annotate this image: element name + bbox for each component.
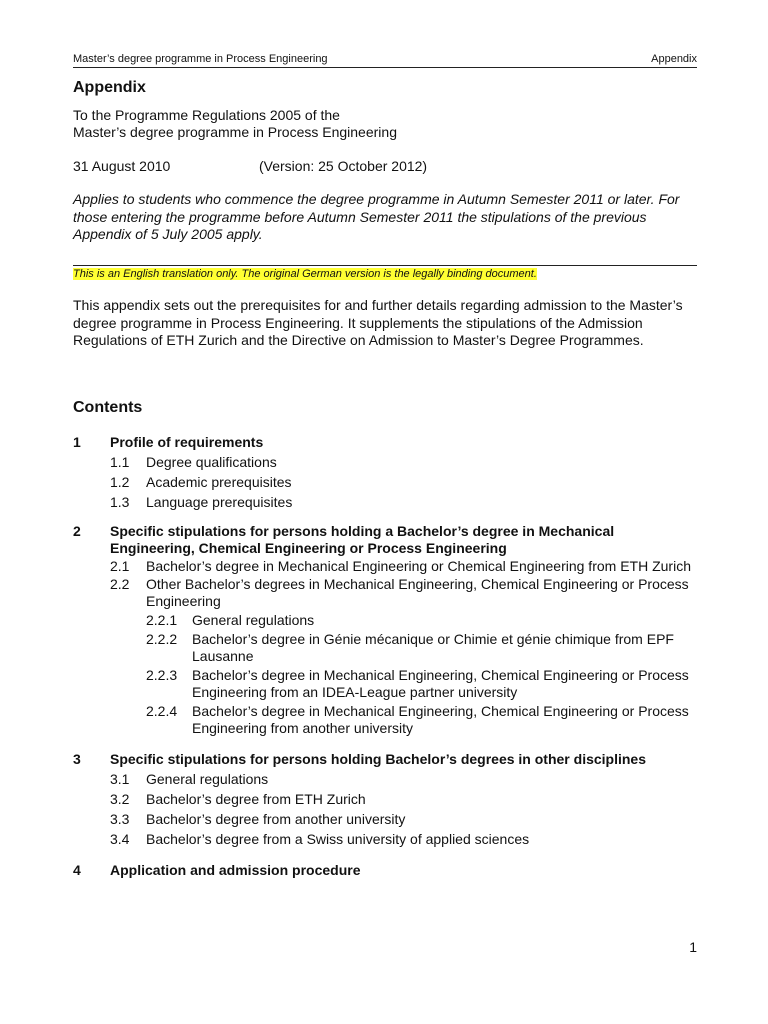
page-title: Appendix (73, 79, 146, 96)
toc-subsubsection-number: 2.2.3 (146, 667, 178, 683)
toc-section-number: 3 (73, 751, 81, 767)
toc-subsection (110, 474, 697, 491)
header-title: Master’s degree programme in Process Engineering (73, 53, 328, 65)
toc-section-number: 2 (73, 523, 81, 539)
toc-subsubsection-title: Bachelor’s degree in Mechanical Engineering, Chemical Engineering or Process Engineering from another university (192, 703, 689, 736)
toc-subsubsection (146, 612, 697, 629)
table-of-contents (73, 434, 697, 879)
running-header (73, 52, 697, 68)
version: (Version: 25 October 2012) (259, 158, 428, 174)
toc-subsection-title: Academic prerequisites (146, 474, 292, 490)
toc-subsection-title: Bachelor’s degree from a Swiss university of applied sciences (146, 831, 530, 847)
toc-subsection-number: 3.1 (110, 771, 130, 787)
translation-notice-text: This is an English translation only. The original German version is the legally binding document. (73, 268, 537, 280)
toc-section-number: 4 (73, 862, 81, 878)
toc-subsection-number: 2.2 (110, 576, 130, 592)
toc-subsection (110, 811, 697, 828)
toc-subsection-number: 3.2 (110, 791, 130, 807)
toc-subsubsection (146, 703, 697, 737)
toc-subsection-number: 1.2 (110, 474, 130, 490)
purpose-paragraph: This appendix sets out the prerequisites for and further details regarding admission to the Master’s degree programme in Process Engineering. It supplements the stipulations of the Admission Regulations of ETH Zurich and the Directive on Admission to Master’s Degree Programmes. (73, 297, 683, 348)
toc-subsection (110, 494, 697, 511)
toc-subsection (110, 791, 697, 808)
toc-section (73, 523, 697, 737)
toc-section-title: Profile of requirements (110, 434, 264, 450)
toc-section (73, 862, 697, 879)
toc-subsection-number: 1.1 (110, 454, 130, 470)
contents-heading: Contents (73, 399, 143, 416)
toc-section (73, 751, 697, 848)
toc-subsubsection (146, 667, 697, 701)
intro-line-2: Master’s degree programme in Process Engineering (73, 124, 397, 140)
toc-subsection-title: Other Bachelor’s degrees in Mechanical Engineering, Chemical Engineering or Process Engineering (146, 576, 689, 609)
toc-subsection (110, 576, 697, 610)
toc-subsection-number: 3.3 (110, 811, 130, 827)
toc-section (73, 434, 697, 511)
toc-subsection-title: General regulations (146, 771, 269, 787)
toc-subsubsection-number: 2.2.4 (146, 703, 178, 719)
toc-section-title: Application and admission procedure (110, 862, 361, 878)
toc-subsection (110, 771, 697, 788)
toc-subsubsection-number: 2.2.2 (146, 631, 178, 647)
intro-block (73, 107, 397, 141)
toc-subsection-title: Bachelor’s degree in Mechanical Engineering or Chemical Engineering from ETH Zurich (146, 558, 691, 574)
intro-line-1: To the Programme Regulations 2005 of the (73, 107, 340, 123)
toc-subsection-number: 3.4 (110, 831, 130, 847)
toc-subsubsection (146, 631, 697, 665)
toc-section-title: Specific stipulations for persons holding a Bachelor’s degree in Mechanical Engineering, Chemical Engineering or Process Engineering (110, 523, 615, 556)
translation-notice (73, 265, 697, 281)
applicability-note: Applies to students who commence the degree programme in Autumn Semester 2011 or later. For those entering the programme before Autumn Semester 2011 the stipulations of the previous Appendix of 5 July 2005 apply. (73, 191, 680, 242)
header-section: Appendix (651, 53, 697, 65)
toc-subsubsection-number: 2.2.1 (146, 612, 178, 628)
toc-section-title: Specific stipulations for persons holding Bachelor’s degrees in other disciplines (110, 751, 646, 767)
dateline (73, 158, 428, 174)
toc-subsection-number: 2.1 (110, 558, 130, 574)
toc-subsection-title: Language prerequisites (146, 494, 293, 510)
toc-subsubsection-title: Bachelor’s degree in Génie mécanique or Chimie et génie chimique from EPF Lausanne (192, 631, 674, 664)
toc-subsection-title: Bachelor’s degree from ETH Zurich (146, 791, 366, 807)
toc-subsection-title: Degree qualifications (146, 454, 277, 470)
date: 31 August 2010 (73, 158, 171, 174)
toc-subsection-number: 1.3 (110, 494, 130, 510)
toc-subsection-title: Bachelor’s degree from another university (146, 811, 406, 827)
toc-subsection (110, 454, 697, 471)
toc-subsubsection-title: Bachelor’s degree in Mechanical Engineering, Chemical Engineering or Process Engineering from an IDEA-League partner university (192, 667, 689, 700)
toc-subsection (110, 831, 697, 848)
toc-subsection (110, 558, 697, 575)
toc-subsubsection-title: General regulations (192, 612, 315, 628)
page-number: 1 (689, 939, 697, 955)
toc-section-number: 1 (73, 434, 81, 450)
